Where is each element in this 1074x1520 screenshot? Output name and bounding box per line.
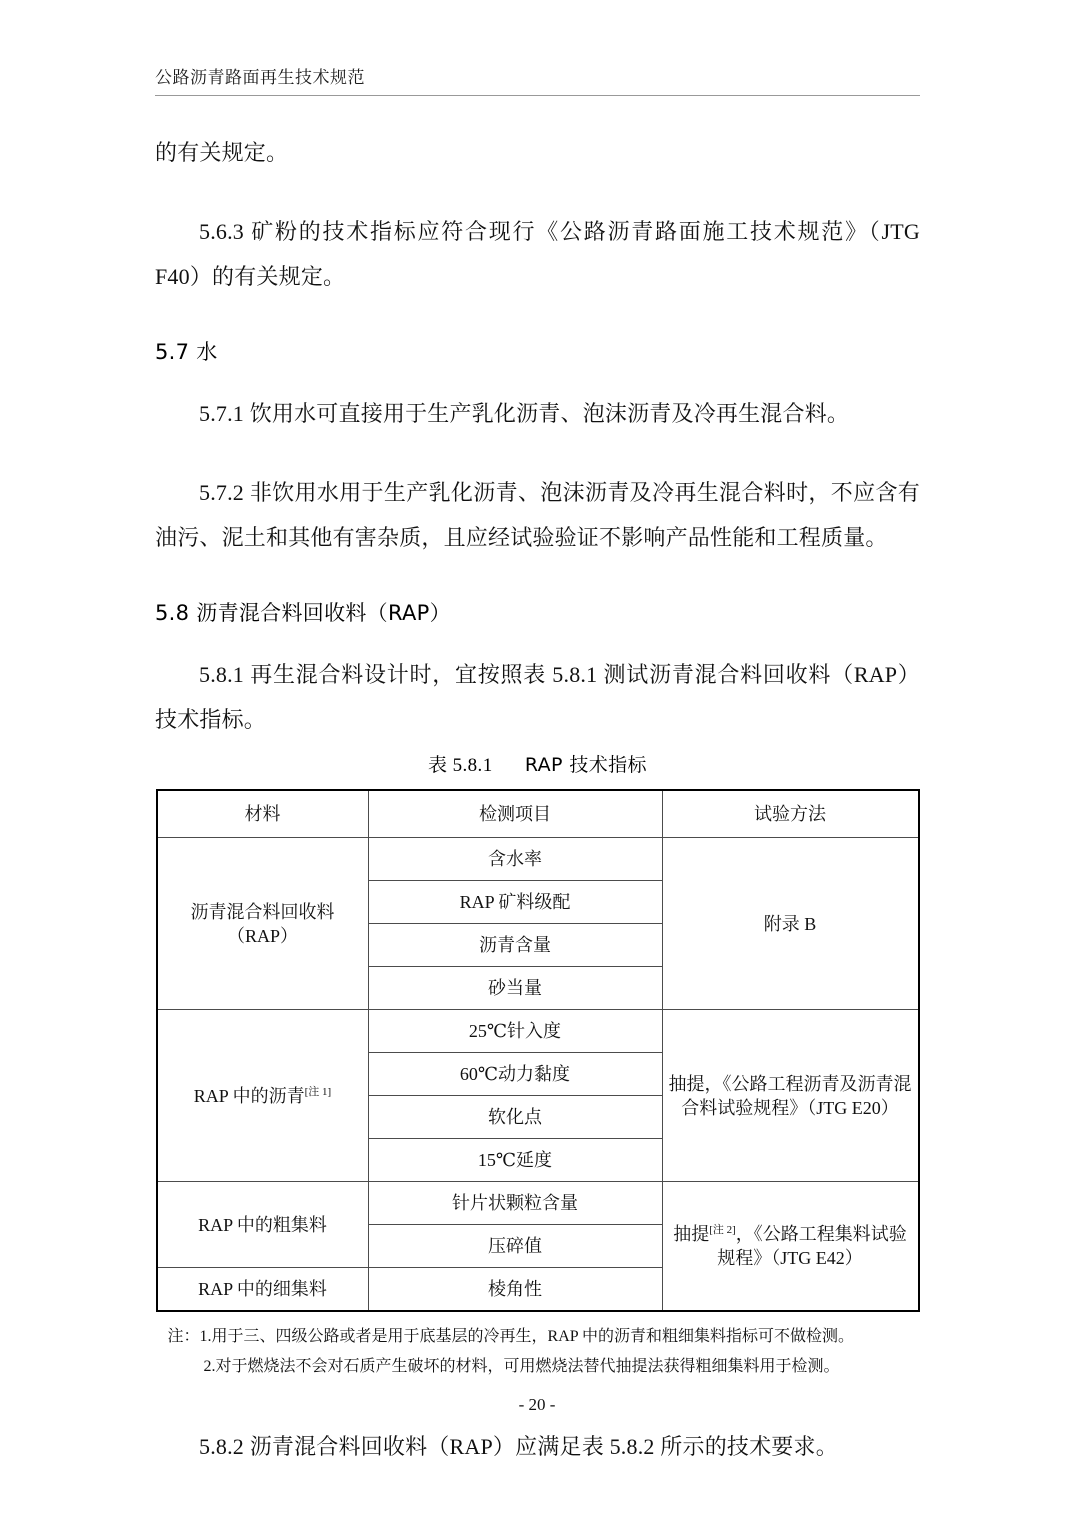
spacer <box>155 560 920 594</box>
spacer <box>155 299 920 333</box>
table-caption-label: 表 5.8.1 <box>428 755 493 777</box>
cell-item: RAP 矿料级配 <box>368 881 662 924</box>
cell-item: 含水率 <box>368 838 662 881</box>
table-note-2-text: 2.对于燃烧法不会对石质产生破坏的材料，可用燃烧法替代抽提法获得粗细集料用于检测。 <box>203 1358 840 1376</box>
cell-material-coarse-aggregate: RAP 中的粗集料 <box>157 1182 369 1268</box>
table-row <box>157 1010 919 1053</box>
cell-item: 25℃针入度 <box>368 1010 662 1053</box>
table-note-line-1 <box>168 1322 908 1352</box>
table-body <box>157 838 919 1312</box>
heading-5-8: 5.8 沥青混合料回收料（RAP） <box>155 601 451 626</box>
footnote-marker-2: [注 2] <box>709 1224 736 1237</box>
spacer <box>155 96 920 130</box>
cell-material-asphalt-in-rap-text: RAP 中的沥青 <box>193 1085 305 1106</box>
spacer <box>155 632 920 652</box>
spacer <box>155 436 920 470</box>
footnote-marker-1: [注 1] <box>304 1085 332 1098</box>
cell-method-jtg-e42 <box>662 1182 919 1312</box>
cell-item: 砂当量 <box>368 967 662 1010</box>
column-header-material: 材料 <box>157 790 369 838</box>
cell-item: 棱角性 <box>368 1268 662 1312</box>
cell-material-asphalt-in-rap <box>157 1010 369 1182</box>
spacer <box>155 175 920 209</box>
running-header: 公路沥青路面再生技术规范 <box>155 68 365 87</box>
cell-method-jtg-e42-lead: 抽提 <box>673 1224 710 1245</box>
cell-item: 60℃动力黏度 <box>368 1053 662 1096</box>
table-head <box>157 790 919 838</box>
cell-item: 沥青含量 <box>368 924 662 967</box>
cell-method-appendix-b: 附录 B <box>662 838 919 1010</box>
heading-5-7: 5.7 水 <box>155 340 218 365</box>
table-note-1-text: 1.用于三、四级公路或者是用于底基层的冷再生，RAP 中的沥青和粗细集料指标可不做检测。 <box>199 1328 855 1346</box>
spacer <box>155 371 920 391</box>
table-header-row <box>157 790 919 838</box>
cell-method-jtg-e42-tail: ，《公路工程集料试验规程》（JTG E42） <box>717 1224 907 1269</box>
continued-paragraph: 的有关规定。 <box>155 140 289 166</box>
cell-item: 软化点 <box>368 1096 662 1139</box>
clause-5-7-1: 5.7.1 饮用水可直接用于生产乳化沥青、泡沫沥青及冷再生混合料。 <box>199 401 850 427</box>
table-row <box>157 1182 919 1225</box>
column-header-test-item: 检测项目 <box>368 790 662 838</box>
table-caption-title: RAP 技术指标 <box>524 754 647 777</box>
table-caption <box>155 750 920 777</box>
clause-5-8-1: 5.8.1 再生混合料设计时，宜按照表 5.8.1 测试沥青混合料回收料（RAP）技术指标。 <box>155 662 920 733</box>
clause-5-8-2: 5.8.2 沥青混合料回收料（RAP）应满足表 5.8.2 所示的技术要求。 <box>199 1434 838 1460</box>
column-header-test-method: 试验方法 <box>662 790 919 838</box>
cell-item: 15℃延度 <box>368 1139 662 1182</box>
clause-5-7-2: 5.7.2 非饮用水用于生产乳化沥青、泡沫沥青及冷再生混合料时，不应含有油污、泥土和其他有害杂质，且应经试验验证不影响产品性能和工程质量。 <box>155 480 920 551</box>
table-notes <box>168 1322 908 1382</box>
cell-item: 针片状颗粒含量 <box>368 1182 662 1225</box>
table-note-line-2 <box>168 1352 908 1382</box>
page-number-footer: - 20 - <box>518 1395 556 1414</box>
cell-material-rap: 沥青混合料回收料（RAP） <box>157 838 369 1010</box>
cell-material-fine-aggregate: RAP 中的细集料 <box>157 1268 369 1312</box>
page-content <box>155 0 920 1469</box>
cell-method-jtg-e20: 抽提，《公路工程沥青及沥青混合料试验规程》（JTG E20） <box>662 1010 919 1182</box>
table-row <box>157 838 919 881</box>
rap-technical-index-table <box>156 789 920 1312</box>
table-notes-label: 注： <box>167 1328 200 1346</box>
clause-5-6-3: 5.6.3 矿粉的技术指标应符合现行《公路沥青路面施工技术规范》（JTG F40）的有关规定。 <box>155 219 920 290</box>
cell-item: 压碎值 <box>368 1225 662 1268</box>
